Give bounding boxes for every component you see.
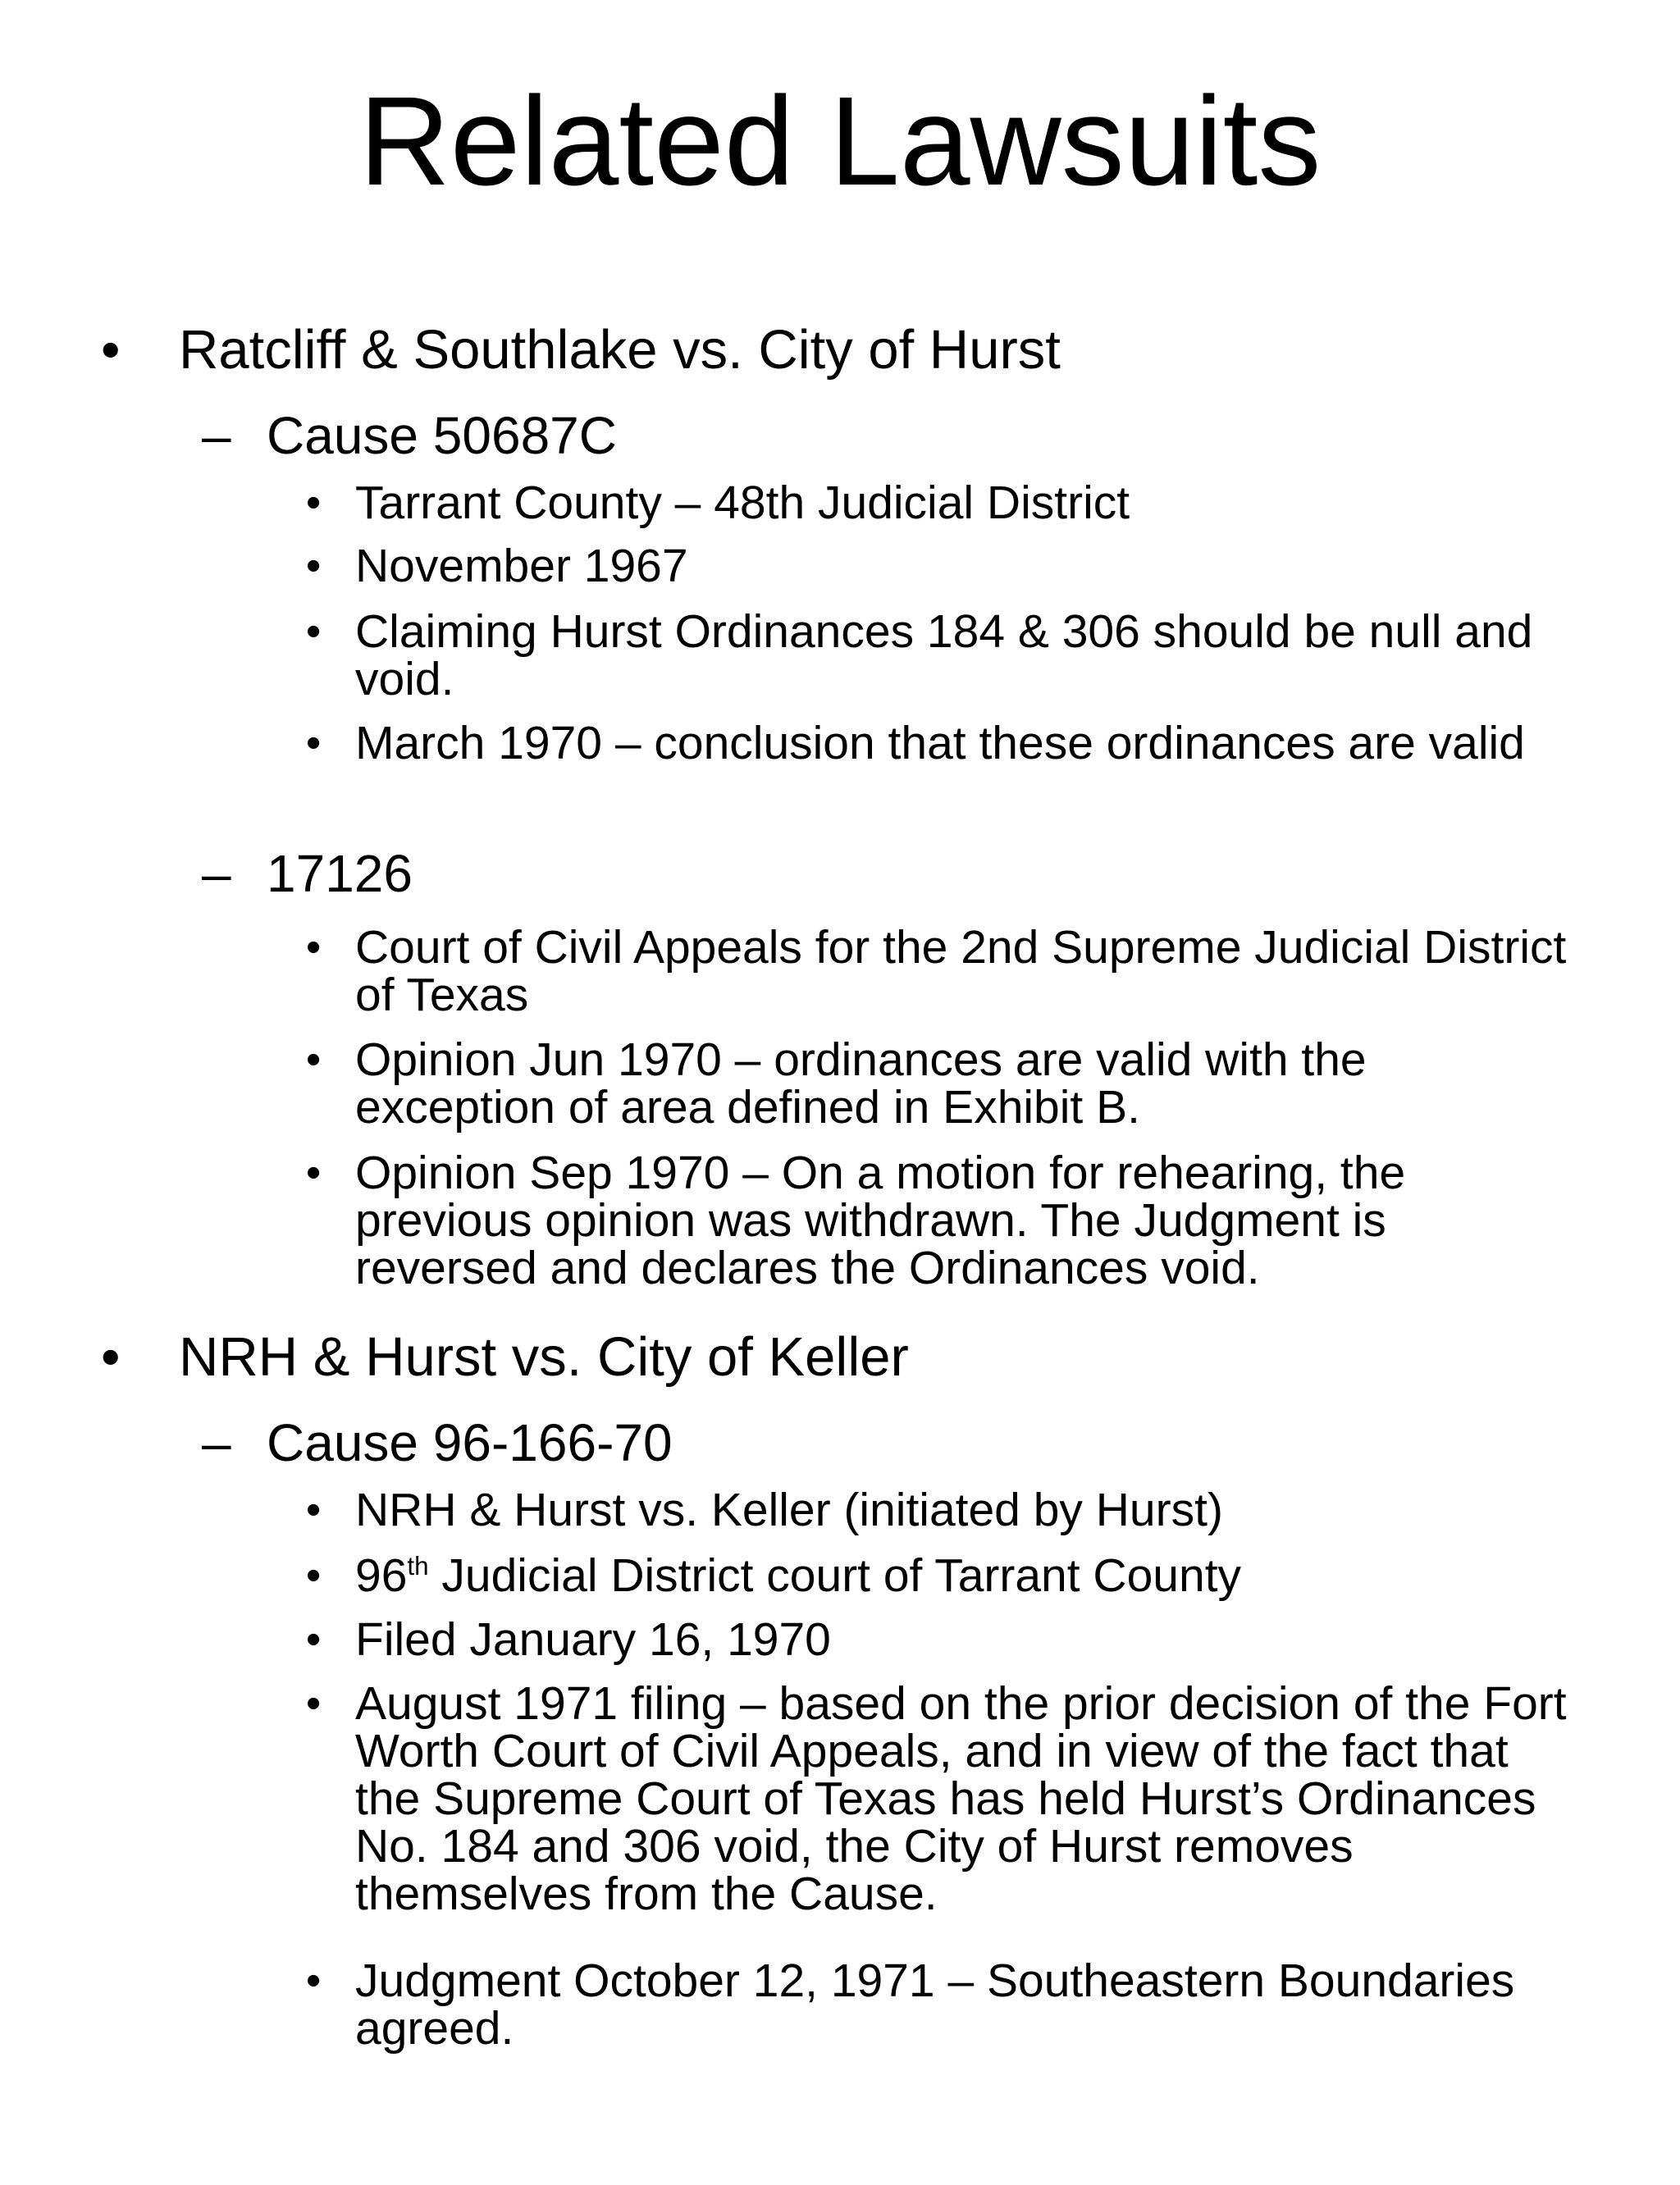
list-item: Claiming Hurst Ordinances 184 & 306 should be null and void. [355, 605, 1533, 705]
district-text: Judicial District court of Tarrant County [428, 1549, 1242, 1602]
bullet-icon: • [306, 1680, 322, 1727]
list-item: Tarrant County – 48th Judicial District [355, 477, 1130, 529]
list-item: Court of Civil Appeals for the 2nd Supreme Judicial District of Texas [355, 921, 1567, 1021]
bullet-icon: • [306, 608, 322, 655]
cause-label: 17126 [267, 844, 413, 903]
list-item: March 1970 – conclusion that these ordinances are valid [355, 717, 1525, 769]
list-item: Opinion Jun 1970 – ordinances are valid with the exception of area defined in Exhibit B. [355, 1033, 1367, 1134]
bullet-icon: • [306, 542, 322, 590]
list-item: NRH & Hurst vs. Keller (initiated by Hurst) [355, 1484, 1223, 1536]
bullet-icon: • [306, 1616, 322, 1663]
district-number: 96 [355, 1549, 408, 1602]
cause-label: Cause 96-166-70 [267, 1413, 673, 1472]
bullet-icon: • [306, 479, 322, 527]
bullet-icon: • [306, 1957, 322, 2005]
bullet-icon: • [306, 1552, 322, 1599]
list-item: Opinion Sep 1970 – On a motion for rehearing, the previous opinion was withdrawn. The Judgment is reversed and declares the Ordinances void. [355, 1147, 1406, 1294]
section-heading-nrh: NRH & Hurst vs. City of Keller [179, 1326, 909, 1388]
cause-label: Cause 50687C [267, 406, 617, 465]
bullet-icon: • [306, 1486, 322, 1534]
dash-icon: – [202, 406, 231, 465]
list-item: Judgment October 12, 1971 – Southeastern Boundaries agreed. [355, 1955, 1515, 2055]
list-item: Filed January 16, 1970 [355, 1613, 831, 1666]
list-item: November 1967 [355, 540, 688, 592]
section-heading-ratcliff: Ratcliff & Southlake vs. City of Hurst [179, 319, 1061, 381]
bullet-icon: • [101, 319, 121, 381]
dash-icon: – [202, 844, 231, 903]
bullet-icon: • [306, 1036, 322, 1083]
bullet-icon: • [306, 924, 322, 971]
list-item: August 1971 filing – based on the prior decision of the Fort Worth Court of Civil Appeals, and in view of the fact that the Supreme Court of Texas has held Hurst’s Ordinances No. 184 and 306 void, the City of Hurst removes themselves from the Cause. [355, 1677, 1567, 1920]
dash-icon: – [202, 1413, 231, 1472]
bullet-icon: • [306, 719, 322, 767]
bullet-icon: • [101, 1326, 121, 1388]
bullet-icon: • [306, 1149, 322, 1197]
ordinal-suffix: th [407, 1552, 429, 1581]
list-item [355, 1549, 1569, 1602]
page-title: Related Lawsuits [358, 71, 1322, 212]
